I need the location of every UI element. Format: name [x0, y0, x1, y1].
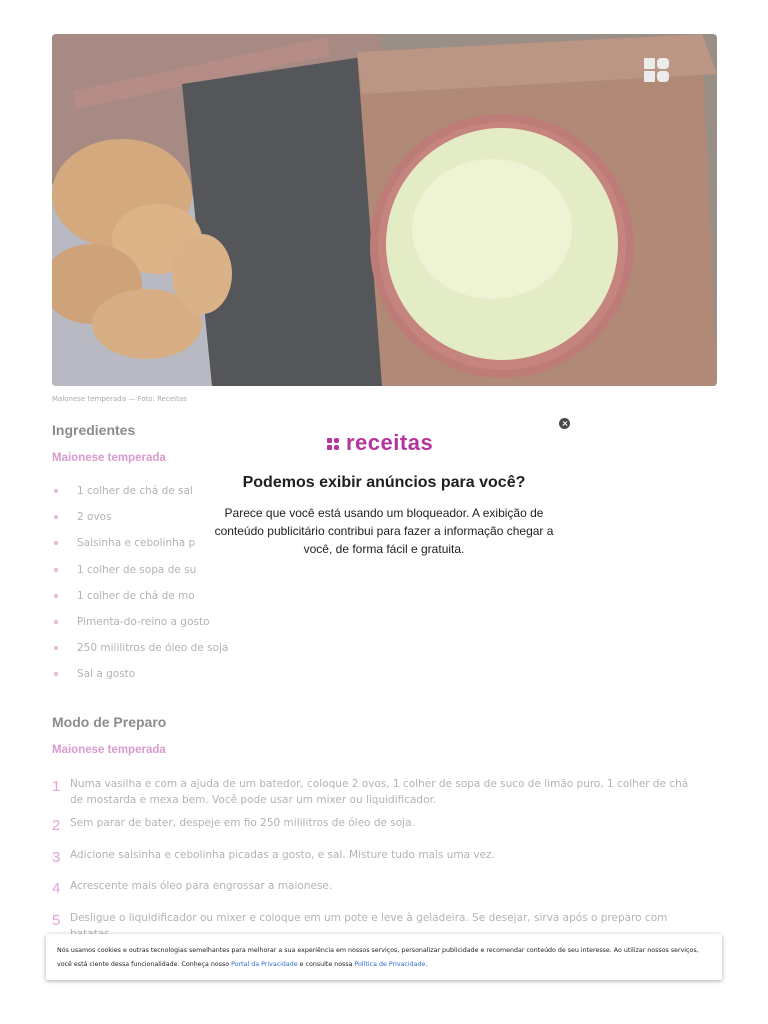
modal-title: Podemos exibir anúncios para você?: [242, 474, 526, 491]
bullet-icon: [54, 568, 58, 572]
bullet-icon: [54, 672, 58, 676]
step-item: [52, 776, 702, 815]
list-item: 1 colher de chá de mo: [52, 588, 372, 614]
image-caption: Maionese temperada — Foto: Receitas: [52, 395, 187, 403]
bullet-icon: [54, 541, 58, 545]
list-item: 1 colher de chá de sal: [52, 483, 372, 509]
step-text: Sem parar de bater, despeje em fio 250 mililitros de óleo de soja.: [70, 817, 415, 829]
step-text: Numa vasilha e com a ajuda de um batedor, coloque 2 ovos, 1 colher de sopa de suco de limão puro, 1 colher de chá de mostarda e mexa bem. Você pode usar um mixer ou liquidificador.: [70, 778, 689, 806]
ingredients-title: Ingredientes: [52, 422, 136, 438]
step-item: [52, 815, 702, 847]
bullet-icon: [54, 646, 58, 650]
preparo-title: Modo de Preparo: [52, 714, 167, 730]
step-number: 3: [52, 849, 61, 866]
list-item: Salsinha e cebolinha p: [52, 535, 372, 561]
preparo-subtitle: Maionese temperada: [52, 744, 166, 756]
step-item: [52, 847, 702, 878]
close-icon[interactable]: [559, 418, 570, 429]
step-text: Adicione salsinha e cebolinha picadas a gosto, e sal. Misture tudo mais uma vez.: [70, 849, 495, 861]
step-number: 2: [52, 817, 61, 834]
bullet-icon: [54, 620, 58, 624]
privacy-portal-link[interactable]: Portal da Privacidade: [231, 961, 298, 968]
receitas-logo: [327, 431, 433, 455]
receitas-logo-mark-icon: [327, 437, 340, 450]
bullet-icon: [54, 489, 58, 493]
adblock-modal: [200, 412, 568, 572]
cookie-text: Nós usamos cookies e outras tecnologias semelhantes para melhorar a sua experiência em nossos serviços, personalizar publicidade e recomendar conteúdo de seu interesse. Ao utilizar nossos serviços, você está ciente dessa funcionalidade. Conheça nosso Portal da Privacidade e consulte nossa Política de Privacidade.: [57, 947, 699, 968]
hero-image: [52, 34, 717, 386]
list-item: 1 colher de sopa de su: [52, 562, 372, 588]
step-number: 5: [52, 912, 61, 929]
ingredients-subtitle: Maionese temperada: [52, 452, 166, 464]
step-text: Desligue o liquidificador ou mixer e coloque em um pote e leve à geladeira. Se desejar, sirva após o preparo com: [70, 912, 668, 924]
step-text: Acrescente mais óleo para engrossar a maionese.: [70, 880, 333, 892]
list-item: Pimenta-do-reino a gosto: [52, 614, 372, 640]
list-item: 250 mililitros de óleo de soja: [52, 640, 372, 666]
brand-name: receitas: [346, 430, 434, 455]
list-item: Sal a gosto: [52, 666, 372, 692]
step-number: 4: [52, 880, 61, 897]
modal-body: Parece que você está usando um bloqueador. A exibição de conteúdo publicitário contribui para fazer a informação chegar a você, de forma fácil e gratuita.: [214, 506, 554, 556]
steps-list: [52, 776, 702, 940]
bullet-icon: [54, 515, 58, 519]
privacy-policy-link[interactable]: Política de Privacidade: [354, 961, 426, 968]
list-item: 2 ovos: [52, 509, 372, 535]
step-number: 1: [52, 778, 61, 795]
cookie-banner: [46, 934, 722, 980]
bullet-icon: [54, 594, 58, 598]
step-item: [52, 878, 702, 910]
